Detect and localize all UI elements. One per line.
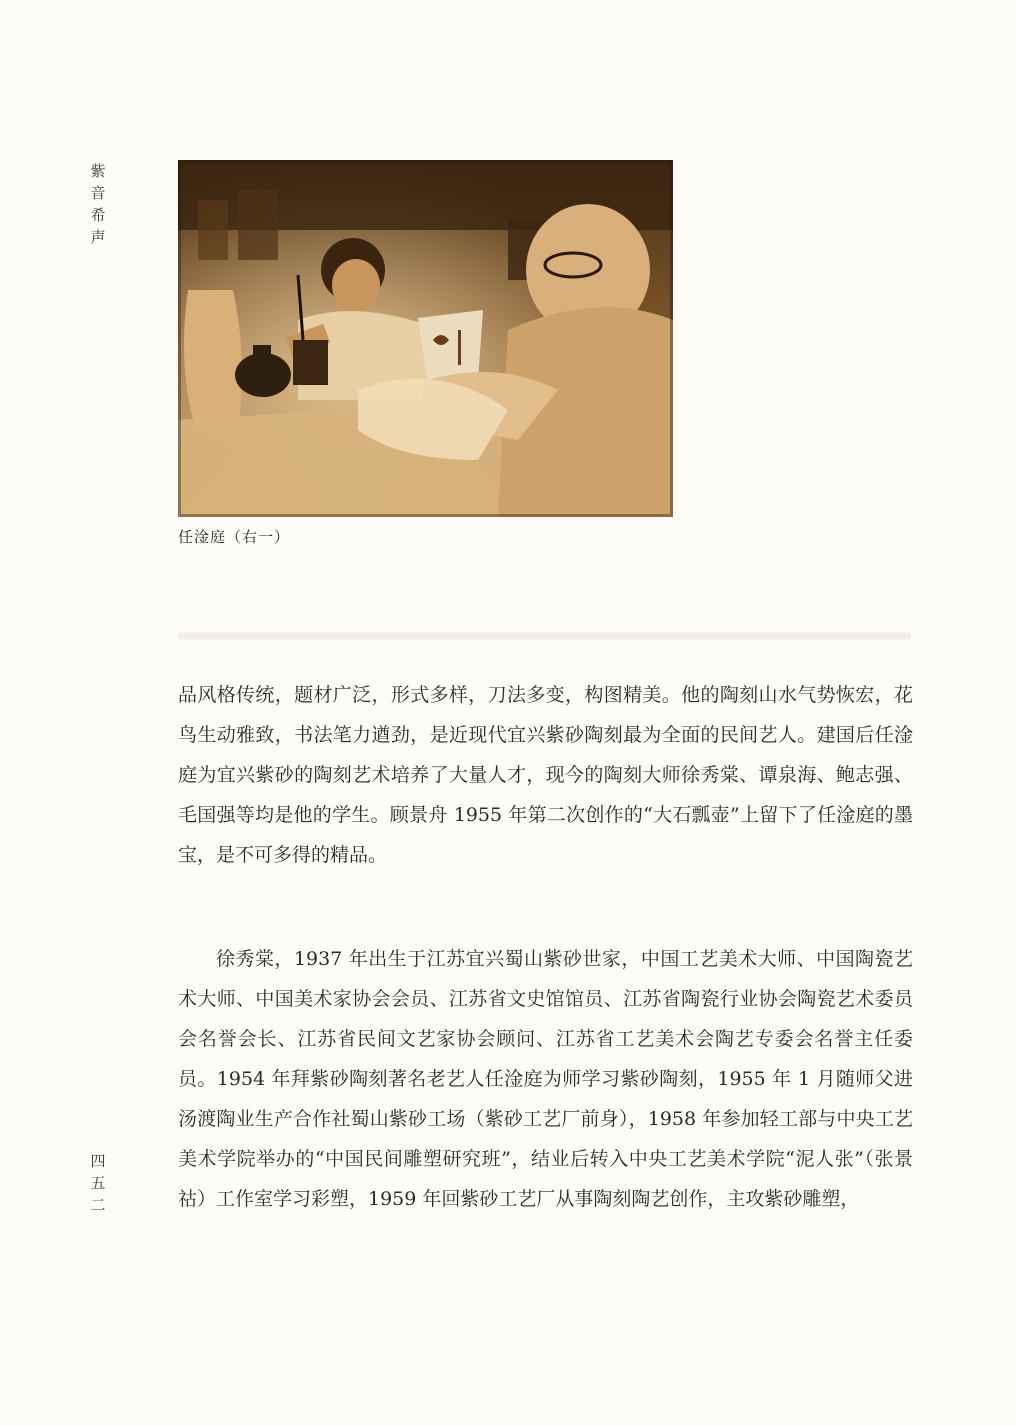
photo-caption: 任淦庭（右一） [178, 528, 291, 546]
body-paragraph: 徐秀棠，1937 年出生于江苏宜兴蜀山紫砂世家，中国工艺美术大师、中国陶瓷艺术大师、中国美术家协会会员、江苏省文史馆馆员、江苏省陶瓷行业协会陶瓷艺术委员会名誉会长、江苏省民间文艺家协会顾问、江苏省工艺美术会陶艺专委会名誉主任委员。1954 年拜紫砂陶刻著名老艺人任淦庭为师学习紫砂陶刻，1955 年 1 月随师父进汤渡陶业生产合作社蜀山紫砂工场（紫砂工艺厂前身），1958 年参加轻工部与中央工艺美术学院举办的“中国民间雕塑研究班”，结业后转入中央工艺美术学院“泥人张”（张景祜）工作室学习彩塑，1959 年回紫砂工艺厂从事陶刻陶艺创作，主攻紫砂雕塑， [178, 948, 913, 1210]
page-number-char: 四 [90, 1152, 106, 1170]
page-number-char: 二 [90, 1196, 106, 1214]
historical-photo [178, 160, 673, 517]
running-head-char: 紫 [90, 162, 106, 180]
running-head-char: 希 [90, 206, 106, 224]
running-head-char: 声 [90, 228, 106, 246]
page-number-char: 五 [90, 1174, 106, 1192]
section-divider [178, 632, 911, 640]
body-paragraph: 品风格传统，题材广泛，形式多样，刀法多变，构图精美。他的陶刻山水气势恢宏，花鸟生动雅致，书法笔力遒劲，是近现代宜兴紫砂陶刻最为全面的民间艺人。建国后任淦庭为宜兴紫砂的陶刻艺术培养了大量人才，现今的陶刻大师徐秀棠、谭泉海、鲍志强、毛国强等均是他的学生。顾景舟 1955 年第二次创作的“大石瓢壶”上留下了任淦庭的墨宝，是不可多得的精品。 [178, 684, 913, 866]
photo-illustration [178, 160, 673, 517]
running-head-char: 音 [90, 184, 106, 202]
page-number [88, 1150, 108, 1216]
running-head [88, 160, 108, 248]
